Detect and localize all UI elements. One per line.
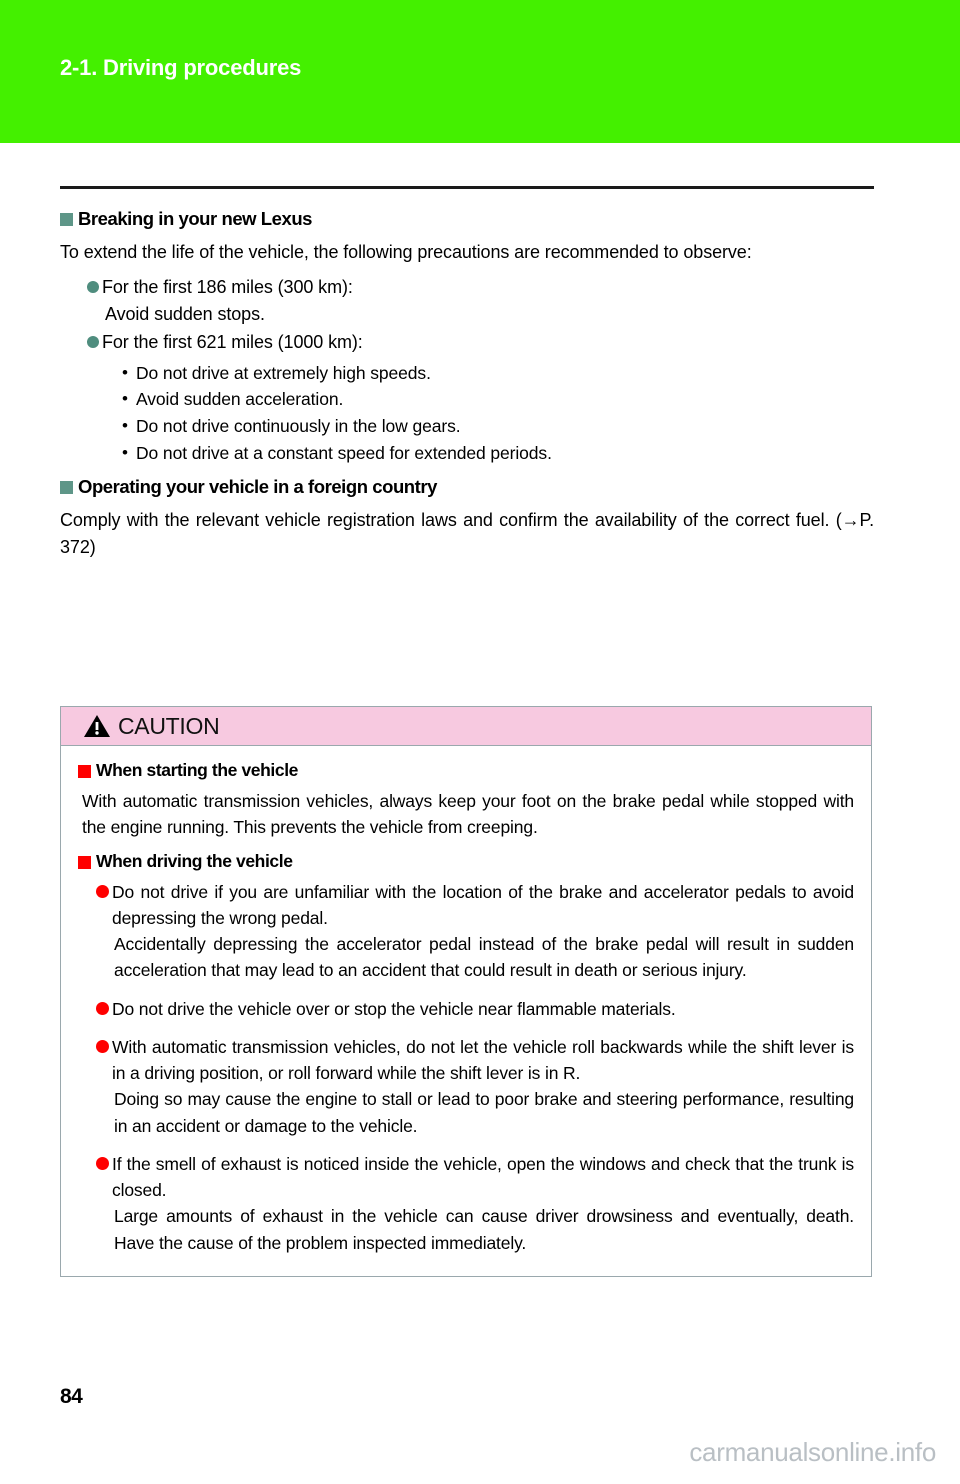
page-number: 84 <box>60 1385 83 1408</box>
caution-list-item-text <box>112 879 854 984</box>
sub-list-item <box>122 413 874 440</box>
small-bullet-icon: • <box>122 416 128 435</box>
red-dot-bullet-icon <box>96 1040 109 1053</box>
site-watermark: carmanualsonline.info <box>689 1437 936 1467</box>
red-square-bullet-icon <box>78 856 91 869</box>
red-dot-bullet-icon <box>96 1002 109 1015</box>
caution-paragraph: With automatic transmission vehicles, always keep your foot on the brake pedal while stopped with the engine running. This prevents the vehicle from creeping. <box>82 791 854 838</box>
page-header-band <box>0 0 960 143</box>
green-dot-bullet-icon <box>87 336 99 348</box>
small-bullet-icon: • <box>122 362 128 382</box>
warning-triangle-icon <box>83 714 111 738</box>
sub-list-item-label: Do not drive at extremely high speeds. <box>136 362 431 383</box>
caution-list-item <box>78 996 854 1022</box>
caution-list-item-continuation: Large amounts of exhaust in the vehicle can cause driver drowsiness and eventually, death. Have the cause of the problem inspected immediately. <box>114 1206 854 1253</box>
sub-list <box>60 360 874 466</box>
caution-list-item <box>78 1151 854 1256</box>
list-item-label: For the first 621 miles (1000 km): <box>102 332 363 353</box>
caution-group-heading-starting <box>78 760 854 781</box>
main-content <box>60 208 874 569</box>
sub-list-item <box>122 386 874 413</box>
list-item-label: For the first 186 miles (300 km): <box>102 277 353 298</box>
sub-list-item-label: Do not drive continuously in the low gears. <box>136 416 461 436</box>
list-item <box>60 274 874 327</box>
caution-list-item <box>78 879 854 984</box>
sub-list-item <box>122 440 874 467</box>
section-heading-label: Operating your vehicle in a foreign country <box>78 476 437 498</box>
caution-title: CAUTION <box>118 712 220 739</box>
caution-group-heading-label: When starting the vehicle <box>96 760 298 780</box>
caution-box-header <box>61 707 871 746</box>
sub-list-item-label: Avoid sudden acceleration. <box>136 389 344 410</box>
list-item-text <box>102 274 353 327</box>
red-dot-bullet-icon <box>96 1157 109 1170</box>
caution-list-item-label: Do not drive if you are unfamiliar with the location of the brake and accelerator pedals to avoid depressing the wrong pedal. <box>112 881 854 928</box>
red-dot-bullet-icon <box>96 885 109 898</box>
green-dot-bullet-icon <box>87 281 99 293</box>
section-heading-label: Breaking in your new Lexus <box>78 208 313 229</box>
caution-list-item-label: With automatic transmission vehicles, do not let the vehicle roll backwards while the shift lever is in a driving position, or roll forward while the shift lever is in R. <box>112 1036 854 1083</box>
caution-list-item-label: Do not drive the vehicle over or stop the vehicle near flammable materials. <box>112 998 676 1019</box>
caution-list-item <box>78 1034 854 1139</box>
green-square-bullet-icon <box>60 481 73 494</box>
section-heading-breaking-in <box>60 208 874 230</box>
page-title: 2-1. Driving procedures <box>60 55 302 80</box>
small-bullet-icon: • <box>122 389 128 409</box>
small-bullet-icon: • <box>122 442 128 462</box>
caution-list-item-label: If the smell of exhaust is noticed inside the vehicle, open the windows and check that the trunk is closed. <box>112 1153 854 1200</box>
caution-group-heading-driving <box>78 851 854 872</box>
list-item <box>60 329 874 355</box>
list-item-detail: Avoid sudden stops. <box>105 303 265 324</box>
caution-list-item-continuation: Accidentally depressing the accelerator pedal instead of the brake pedal will result in sudden acceleration that may lead to an accident that could result in death or serious injury. <box>114 934 854 981</box>
section-intro-paragraph: Comply with the relevant vehicle registration laws and confirm the availability of the correct fuel. (→P. 372) <box>60 510 874 557</box>
caution-list-item-continuation: Doing so may cause the engine to stall or lead to poor brake and steering performance, resulting in an accident or damage to the vehicle. <box>114 1089 854 1136</box>
caution-group-heading-label: When driving the vehicle <box>96 850 293 871</box>
caution-list-item-text <box>112 1151 854 1256</box>
section-intro-paragraph: To extend the life of the vehicle, the following precautions are recommended to observe: <box>60 242 752 262</box>
sub-list-item-label: Do not drive at a constant speed for extended periods. <box>136 442 552 463</box>
red-square-bullet-icon <box>78 765 91 778</box>
section-heading-foreign-country <box>60 476 874 498</box>
caution-list-item-text <box>112 996 676 1022</box>
caution-list-item-text <box>112 1034 854 1139</box>
green-square-bullet-icon <box>60 213 73 226</box>
header-divider-rule <box>60 186 874 189</box>
list-item-text <box>102 329 363 355</box>
sub-list-item <box>122 360 874 387</box>
caution-box <box>60 706 872 1277</box>
caution-box-body <box>61 746 871 1276</box>
